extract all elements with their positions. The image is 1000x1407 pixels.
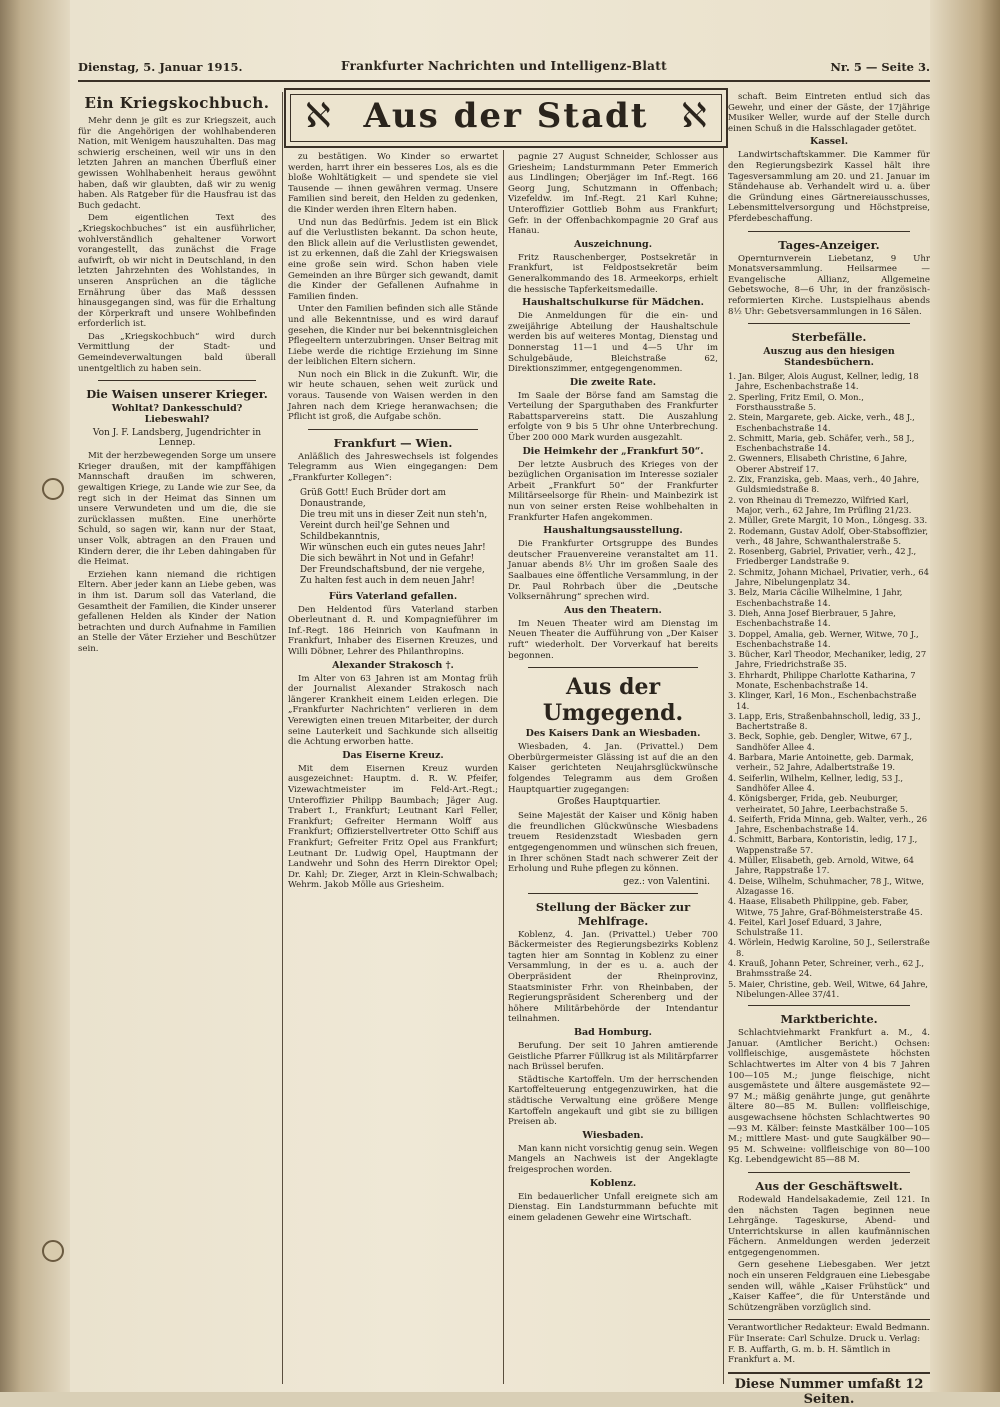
column-1	[78, 92, 276, 1382]
paragraph: Die Anmeldungen für die ein- und zweijährige Abteilung der Haushaltschule werden bis auf weiteres Montag, Dienstag und Donnerstag 11—1 und 4—5 Uhr im Schulgebäude, Bleichstraße 62, Direktionszimmer, entgegengenommen.	[508, 311, 718, 375]
column-2	[288, 152, 498, 1382]
paragraph: Im Neuen Theater wird am Dienstag im Neuen Theater die Aufführung von „Der Kaiser ruft“ wiederholt. Der Vorverkauf hat bereits begonnen.	[508, 618, 718, 661]
paragraph: Mit dem Eisernen Kreuz wurden ausgezeichnet: Hauptm. d. R. W. Pfeifer, Vizewachtmeister im Feld-Art.-Regt.; Unteroffizier Philipp Baumbach; Jäger Aug. Trabert I., Frankfurt; Leutnant Karl Feller, Frankfurt; Gefreiter Hermann Wolff aus Frankfurt; Offizierstellvertreter Otto Schiff aus Frankfurt; Gefreiter Fritz Opel aus Frankfurt; Leutnant Dr. Ludwig Opel, Hauptmann der Landwehr und Sohn des Herrn Direktor Opel; Dr. Kahl; Dr. Zieger, Arzt in Klein-Schwalbach; Wehrm. Jakob Mölle aus Griesheim.	[288, 763, 498, 891]
imprint: Verantwortlicher Redakteur: Ewald Bedmann. Für Inserate: Carl Schulze. Druck u. Verlag: F. B. Auffarth, G. m. b. H. Sämtlich in Frankfurt a. M.	[728, 1319, 930, 1365]
article-title: Kassel.	[809, 136, 849, 148]
section-title: Aus der Stadt	[363, 96, 649, 136]
paragraph: Im Alter von 63 Jahren ist am Montag früh der Journalist Alexander Strakosch nach längerer Krankheit einem Leiden erlegen. Die „Frankfurter Nachrichten“ verlieren in dem Verewigten einen treuen Mitarbeiter, der durch seine Lauterkeit und Sachkunde sich allseitig die Achtung erworben hatte.	[288, 673, 498, 748]
section-banner	[284, 88, 728, 148]
paragraph: Im Saale der Börse fand am Samstag die Verteilung der Sparguthaben des Frankfurter Rabattsparvereins statt. Die Auszahlung erfolgte von 9 bis 5 Uhr ohne Unterbrechung. Über 200 000 Mark wurden ausgezahlt.	[508, 390, 718, 444]
verse-line: Der Freundschaftsbund, der nie vergehe,	[300, 564, 485, 575]
death-notice: 4. Haase, Elisabeth Philippine, geb. Faber, Witwe, 75 Jahre, Graf-Böhmeisterstraße 45.	[728, 896, 923, 917]
death-notice: 3. Dieh, Anna Josef Bierbrauer, 5 Jahre, Eschenbachstraße 14.	[728, 607, 896, 629]
paragraph: Landwirtschaftskammer. Die Kammer für den Regierungsbezirk Kassel hält ihre Tagesversammlung am 20. und 21. Januar im Ständehause ab. Verhandelt wird u. a. über die Gründung eines Gärtnereiausschusses, Lebensmittelversorgung und Höchstpreise, Pferdebeschaffung.	[728, 150, 930, 224]
verse-line: Grüß Gott! Euch Brüder dort am Donaustrande,	[300, 487, 446, 509]
binding-ring	[42, 1240, 64, 1262]
article-title: Wiesbaden.	[582, 1129, 644, 1141]
death-notice: 4. Krauß, Johann Peter, Schreiner, verh., 62 J., Brahmsstraße 24.	[728, 958, 925, 979]
running-header	[78, 56, 930, 82]
verse-line: Vereint durch heil'ge Sehnen und Schildbekanntnis,	[300, 520, 450, 542]
paragraph: Berufung. Der seit 10 Jahren amtierende Geistliche Pfarrer Füllkrug ist als Militärpfarrer nach Brüssel berufen.	[508, 1041, 718, 1073]
section-subtitle: Auszug aus den hiesigen Standesbüchern.	[763, 346, 895, 369]
death-notice: 4. Seiferth, Frida Minna, geb. Walter, verh., 26 Jahre, Eschenbachstraße 14.	[728, 813, 928, 835]
telegram-verse	[300, 488, 498, 587]
paragraph: Gern gesehene Liebesgaben. Wer jetzt noch ein unseren Feldgrauen eine Liebesgabe senden will, wähle „Kaiser Frühstück“ und „Kaiser Kaffee“, die für Unterstände und Schützengräben vorzüglich sind.	[728, 1260, 930, 1313]
divider	[748, 1005, 910, 1006]
death-notice: 3. Beck, Sophie, geb. Dengler, Witwe, 67 J., Sandhöfer Allee 4.	[728, 731, 913, 752]
ornament-icon: ℵ	[305, 96, 331, 136]
divider	[748, 231, 910, 232]
byline: Von J. F. Landsberg, Jugendrichter in Lennep.	[92, 428, 262, 449]
article-title: Die zweite Rate.	[569, 376, 657, 388]
paragraph: zu bestätigen. Wo Kinder so erwartet werden, harrt ihrer ein besseres Los, als es die bloße Wohltätigkeit — und spendete sie viel Tausende — ihnen gewähren vermag. Unsere Familien sind bereit, den Helden zu gedenken, die Kinder werden ihren Eltern haben.	[288, 152, 498, 215]
death-notice: 4. Schmitt, Barbara, Kontoristin, ledig, 17 J., Wappenstraße 57.	[728, 834, 918, 855]
divider	[748, 323, 910, 324]
paragraph: Und nun das Bedürfnis. Jedem ist ein Blick auf die Verlustlisten bekannt. Da schon heute, den Blick allein auf die Verlustlisten gewendet, ist zu erkennen, daß die Zahl der Kriegswaisen eine große sein wird. Schon haben viele Gemeinden an ihre Bürger sich gewandt, damit die Kinder der Gefallenen Aufnahme in Familien finden.	[288, 217, 498, 302]
article-title: Haushaltungsausstellung.	[543, 525, 683, 537]
death-notices-list	[728, 371, 930, 999]
paragraph: Rodewald Handelsakademie, Zeil 121. In den nächsten Tagen beginnen neue Lehrgänge. Tageskurse, Abend- und Unterrichtskurse in allen kaufmännischen Fächern. Anmeldungen werden jederzeit entgegengenommen.	[728, 1194, 930, 1258]
paragraph: Anläßlich des Jahreswechsels ist folgendes Telegramm aus Wien eingegangen: Dem „Frankfurter Kollegen“:	[288, 451, 498, 484]
paragraph: Unter den Familien befinden sich alle Stände und alle Bekenntnisse, und es wird darauf gesehen, die Kinder nur bei bekenntnisgleichen Pflegeeltern unterzubringen. Unser Beitrag mit Liebe werde die richtige Erziehung im Sinne der leiblichen Eltern sichern.	[288, 304, 498, 368]
article-title: Die Heimkehr der „Frankfurt 50“.	[522, 445, 704, 457]
verse-line: Wir wünschen euch ein gutes neues Jahr!	[300, 542, 486, 553]
signature: gez.: von Valentini.	[623, 876, 710, 887]
section-title: Marktberichte.	[780, 1012, 878, 1027]
divider	[528, 667, 698, 668]
column-4	[728, 92, 930, 1407]
paragraph: Mit der herzbewegenden Sorge um unsere Krieger draußen, mit der kampffähigen Mannschaft draußen im schweren, gewaltigen Kriege, zu Lande wie zur See, da regt sich in der Heimat das Sinnen um unsere Verwundeten und um die, die sie zurücklassen mußten. Eine unerhörte Schuld, so sagen wir, kann nur der Staat, unser Volk, abtragen an den Frauen und Kindern derer, die ihr Leben dahingaben für die Heimat.	[78, 451, 276, 568]
paragraph: Schlachtviehmarkt Frankfurt a. M., 4. Januar. (Amtlicher Bericht.) Ochsen: vollfleischige, ausgemästete höchsten Schlachtwertes im Alter von 4 bis 7 Jahren 100—105 M.; junge fleischige, nicht ausgemästete und ältere ausgemästete 92—97 M.; mäßig genährte junge, gut genährte ältere 80—85 M. Bullen: vollfleischige, ausgewachsene höchsten Schlachtwertes 90—93 M. Kälber: feinste Mastkälber 100—105 M.; mittlere Mast- und gute Saugkälber 90—95 M. Schweine: vollfleischige von 80—100 Kg. Lebendgewicht 85—88 M.	[728, 1028, 930, 1166]
ornament-icon: ℵ	[681, 96, 707, 136]
page-edge	[930, 0, 1000, 1392]
paragraph: Mehr denn je gilt es zur Kriegszeit, auch für die Angehörigen der wohlhabenderen Nation, mit Wenigem hauszuhalten. Das mag schwierig erscheinen, weil wir uns in den letzten Jahren an manchen Überfluß einer gewissen Wohlhabenheit heraus gewöhnt haben, daß wir glaubten, daß wir zu wenig haben. Als Ratgeber für die Hausfrau ist das Buch gedacht.	[78, 116, 276, 211]
death-notice: 2. Schmitt, Maria, geb. Schäfer, verh., 58 J., Eschenbachstraße 14.	[728, 432, 915, 454]
article-body	[288, 605, 498, 658]
article-title: Stellung der Bäcker zur Mehlfrage.	[535, 899, 691, 928]
paragraph: Seine Majestät der Kaiser und König haben die freundlichen Glückwünsche Wiesbadens treuem Residenzstadt Wiesbaden gern entgegengenommen und wünschen sich freuen, in Ihrer schönen Stadt nach schwerer Zeit der Erholung und Ruhe pflegen zu können.	[508, 811, 718, 875]
death-notice: 2. Sperling, Fritz Emil, O. Mon., Forsthausstraße 5.	[728, 391, 864, 412]
paragraph: Erziehen kann niemand die richtigen Eltern. Aber jeder kann an Liebe geben, was in ihm ist. Darum soll das Vaterland, die Gesamtheit der Familien, die Kinder unserer gefallenen Helden als Kinder der Nation betrachten und durch Aufnahme in Familien an Stelle der Väter Erzieher und Beschützer sein.	[78, 569, 276, 654]
divider	[308, 429, 478, 430]
death-notice: 5. Maier, Christine, geb. Weil, Witwe, 64 Jahre, Nibelungen-Allee 37/41.	[728, 978, 928, 999]
paragraph: pagnie 27 August Schneider, Schlosser aus Griesheim; Landsturmmann Peter Emmerich aus Lindlingen; Oberjäger im Inf.-Regt. 166 Georg Jung, Schutzmann in Offenbach; Vizefeldw. im Inf.-Regt. 21 Karl Kuhne; Unteroffizier Gottlieb Bohm aus Frankfurt; Gefr. in der Offenbachkompagnie 20 Graf aus Hanau.	[508, 152, 718, 237]
column-rule	[282, 92, 283, 1384]
death-notice: 1. Jan. Bilger, Alois August, Kellner, ledig, 18 Jahre, Eschenbachstraße 14.	[728, 371, 919, 392]
paragraph: Das „Kriegskochbuch“ wird durch Vermittlung der Stadt- und Gemeindeverwaltungen bald überall unentgeltlich zu haben sein.	[78, 331, 276, 374]
article-body	[288, 674, 498, 748]
header-paper-name: Frankfurter Nachrichten und Intelligenz-Blatt	[341, 59, 667, 73]
verse-line: Die treu mit uns in dieser Zeit nun steh'n,	[300, 509, 488, 520]
paragraph: Der letzte Ausbruch des Krieges von der bezüglichen Organisation im Interesse sozialer Arbeit „Frankfurt 50“ der Frankfurter Militärseelsorge für Rhein- und Mainbezirk ist nun von seiner ersten Reise wohlbehalten in Frankfurter Hafen angekommen.	[508, 459, 718, 523]
paragraph: Koblenz, 4. Jan. (Privattel.) Ueber 700 Bäckermeister des Regierungsbezirks Koblenz tagten hier am Sonntag in Koblenz zu einer Versammlung, in der es u. a. auch der Oberpräsident der Rheinprovinz, Staatsminister Frhr. von Rheinbaben, der Regierungspräsident Scherenberg und der höhere Militärbehörde der Intendantur teilnahmen.	[508, 929, 718, 1025]
verse-line: Zu halten fest auch in dem neuen Jahr!	[300, 575, 475, 586]
divider	[748, 1172, 910, 1173]
article-title: Koblenz.	[589, 1177, 637, 1189]
paragraph: Ein bedauerlicher Unfall ereignete sich am Dienstag. Ein Landsturmmann befuchte mit einem geladenen Gewehr eine Wirtschaft.	[508, 1191, 718, 1223]
death-notice: 2. von Rheinau di Tremezzo, Wilfried Karl, Major, verh., 62 Jahre, Im Prüfling 21/23.	[728, 494, 912, 515]
article-body	[508, 152, 718, 237]
article-title: Des Kaisers Dank an Wiesbaden.	[525, 728, 701, 740]
article-body	[78, 451, 276, 654]
article-title: Die Waisen unserer Krieger.	[86, 387, 268, 402]
article-body	[78, 116, 276, 374]
paragraph: Die Frankfurter Ortsgruppe des Bundes deutscher Frauenvereine veranstaltet am 11. Januar abends 8½ Uhr im großen Saale des Saalbaues eine öffentliche Versammlung, in der Dr. Paul Rohrbach über die „Deutsche Volksernährung“ sprechen wird.	[508, 539, 718, 603]
verse-line: Die sich bewährt in Not und in Gefahr!	[300, 553, 475, 564]
death-notice: 4. Deise, Wilhelm, Schuhmacher, 78 J., Witwe, Alzagasse 16.	[728, 875, 924, 896]
page-count-notice: Diese Nummer umfaßt 12 Seiten.	[728, 1372, 930, 1407]
article-title: Aus den Theatern.	[564, 604, 662, 616]
death-notice: 4. Feitel, Karl Josef Eduard, 3 Jahre, Schulstraße 11.	[728, 916, 882, 938]
article-title: Das Eiserne Kreuz.	[342, 749, 444, 761]
death-notice: 4. Barbara, Marie Antoinette, geb. Darmak, verheir., 52 Jahre, Adalbertstraße 19.	[728, 752, 914, 773]
death-notice: 4. Wörlein, Hedwig Karoline, 50 J., Seilerstraße 8.	[728, 937, 930, 958]
header-page-number: Nr. 5 — Seite 3.	[830, 60, 930, 74]
paragraph: Städtische Kartoffeln. Um der herrschenden Kartoffelteuerung entgegenzuwirken, hat die städtische Verwaltung eine größere Menge Kartoffeln angekauft und gibt sie zu billigen Preisen ab.	[508, 1074, 718, 1128]
divider	[98, 380, 256, 381]
death-notice: 4. Königsberger, Frida, geb. Neuburger, verheiratet, 50 Jahre, Leerbachstraße 5.	[728, 793, 908, 814]
binding-ring	[42, 478, 64, 500]
death-notice: 2. Schmitz, Johann Michael, Privatier, verh., 64 Jahre, Nibelungenplatz 34.	[728, 566, 929, 588]
section-title: Aus der Geschäftswelt.	[755, 1178, 903, 1193]
article-title: Bad Homburg.	[573, 1027, 652, 1039]
article-subtitle: Wohltat? Dankesschuld? Liebeswahl?	[111, 403, 243, 426]
paragraph: schaft. Beim Eintreten entlud sich das Gewehr, und einer der Gäste, der 17jährige Musiker Weller, wurde auf der Stelle durch einen Schuß in die Halsschlagader getötet.	[728, 92, 930, 134]
article-title: Haushaltschulkurse für Mädchen.	[522, 297, 704, 309]
paragraph: Nun noch ein Blick in die Zukunft. Wir, die wir heute schauen, sehen weit zurück und voraus. Tausende von Waisen werden in den Jahren nach dem Kriege heranwachsen; die Pflicht ist groß, die Aufgabe schön.	[288, 369, 498, 423]
death-notice: 3. Lapp, Eris, Straßenbahnscholl, ledig, 33 J., Bachertstraße 8.	[728, 710, 921, 732]
death-notice: 3. Ehrhardt, Philippe Charlotte Katharina, 7 Monate, Eschenbachstraße 14.	[728, 669, 916, 690]
section-heading: Aus der Umgegend.	[542, 674, 684, 727]
column-3	[508, 152, 718, 1382]
paragraph: Opernturnverein Liebetanz, 9 Uhr Monatsversammlung. Heilsarmee — Evangelische Allianz, Allgemeine Gebetswoche, 8—6 Uhr, in der französisch-reformierten Kirche. Lustspielhaus abends 8½ Uhr: Gebetsversammlungen in 16 Sälen.	[728, 253, 930, 317]
telegram-header: Großes Hauptquartier.	[557, 797, 661, 808]
article-body	[288, 452, 498, 484]
article-body	[288, 764, 498, 891]
article-title: Auszeichnung.	[573, 238, 653, 250]
article-title: Alexander Strakosch †.	[332, 659, 454, 671]
section-title: Tages-Anzeiger.	[778, 237, 880, 252]
section-title: Sterbefälle.	[791, 330, 867, 345]
death-notice: 2. Zix, Franziska, geb. Maas, verh., 40 Jahre, Guldsmiedstraße 8.	[728, 474, 920, 495]
paragraph: Den Heldentod fürs Vaterland starben Oberleutnant d. R. und Kompagnieführer im Inf.-Regt. 186 Heinrich von Kaufmann in Frankfurt, Inhaber des Eisernen Kreuzes, und Willi Döbner, Lehrer des Philanthropins.	[288, 604, 498, 657]
death-notice: 3. Klinger, Karl, 16 Mon., Eschenbachstraße 14.	[728, 690, 917, 711]
paragraph: Man kann nicht vorsichtig genug sein. Wegen Mangels an Nachweis ist der Angeklagte freigesprochen worden.	[508, 1143, 718, 1175]
paragraph: Fritz Rauschenberger, Postsekretär in Frankfurt, ist Feldpostsekretär beim Generalkommando des 18. Armeekorps, erhielt die hessische Tapferkeitsmedaille.	[508, 252, 718, 295]
death-notice: 2. Rodemann, Gustav Adolf, Ober-Stabsoffizier, verh., 48 Jahre, Schwanthalerstraße 5.	[728, 525, 928, 546]
column-rule	[723, 92, 724, 1384]
paragraph: Wiesbaden, 4. Jan. (Privattel.) Dem Oberbürgermeister Glässing ist auf die an den Kaiser gerichteten Neujahrsglückwünsche folgendes Telegramm aus dem Großen Hauptquartier zugegangen:	[508, 742, 718, 795]
death-notice: 2. Stein, Margarete, geb. Aicke, verh., 48 J., Eschenbachstraße 14.	[728, 412, 915, 433]
article-title: Frankfurt — Wien.	[333, 435, 453, 450]
binding-edge	[0, 0, 70, 1392]
article-title: Ein Kriegskochbuch.	[84, 94, 270, 112]
death-notice: 3. Belz, Maria Cäcilie Wilhelmine, 1 Jahr, Eschenbachstraße 14.	[728, 587, 903, 608]
death-notice: 3. Doppel, Amalia, geb. Werner, Witwe, 70 J., Eschenbachstraße 14.	[728, 628, 919, 649]
death-notice: 4. Seiferlin, Wilhelm, Kellner, ledig, 53 J., Sandhöfer Allee 4.	[728, 772, 904, 793]
death-notice: 4. Müller, Elisabeth, geb. Arnold, Witwe, 64 Jahre, Rappstraße 17.	[728, 855, 914, 876]
death-notice: 2. Gwenners, Elisabeth Christine, 6 Jahre, Oberer Abstreif 17.	[728, 453, 908, 474]
divider	[528, 893, 698, 894]
death-notice: 2. Rosenberg, Gabriel, Privatier, verh., 42 J., Friedberger Landstraße 9.	[728, 546, 917, 567]
header-date: Dienstag, 5. Januar 1915.	[78, 60, 243, 74]
article-title: Fürs Vaterland gefallen.	[328, 590, 458, 602]
column-rule	[503, 150, 504, 1384]
death-notice: 2. Müller, Grete Margit, 10 Mon., Löngesg. 33.	[728, 515, 928, 526]
paragraph: Dem eigentlichen Text des „Kriegskochbuches“ ist ein ausführlicher, wohlverständlich gehaltener Vorwort vorangestellt, das zunächst die Frage aufwirft, ob wir nicht in Deutschland, in den letzten Jahrzehnten des Wohlstandes, in unseren Ansprüchen an die tägliche Ernährung über das Maß desssen hinausgegangen sind, was für die Erhaltung der Körperkraft und unsere Wohlbefinden erforderlich ist.	[78, 213, 276, 330]
article-body	[288, 152, 498, 423]
death-notice: 3. Bücher, Karl Theodor, Mechaniker, ledig, 27 Jahre, Friedrichstraße 35.	[728, 649, 927, 670]
